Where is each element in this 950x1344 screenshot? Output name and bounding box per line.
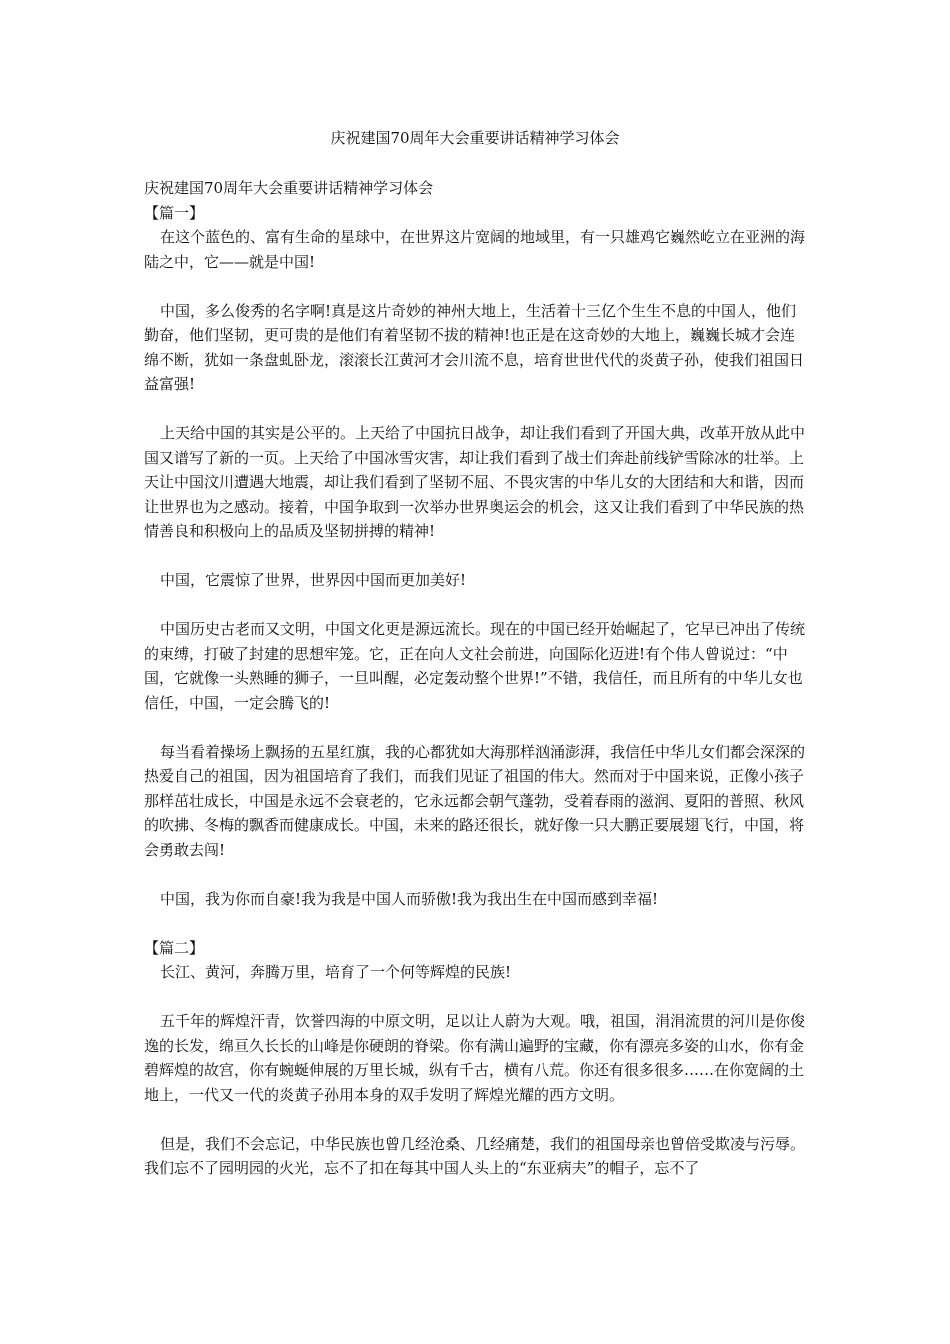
- section-heading: 【篇二】: [144, 938, 205, 957]
- paragraph: 中国，多么俊秀的名字啊!真是这片奇妙的神州大地上，生活着十三亿个生生不息的中国人，他们勤奋，他们坚韧，更可贵的是他们有着坚韧不拔的精神!也正是在这奇妙的大地上，巍巍长城才会连绵不断，犹如一条盘虬卧龙，滚滚长江黄河才会川流不息，培育世世代代的炎黄子孙，使我们祖国日益富强!: [144, 301, 805, 393]
- paragraph: 上天给中国的其实是公平的。上天给了中国抗日战争，却让我们看到了开国大典，改革开放从此中国又谱写了新的一页。上天给了中国冰雪灾害，却让我们看到了战士们奔赴前线铲雪除冰的壮举。上天让中国汶川遭遇大地震，却让我们看到了坚韧不屈、不畏灾害的中华儿女的大团结和大和谐，因而让世界也为之感动。接着，中国争取到一次举办世界奥运会的机会，这又让我们看到了中华民族的热情善良和积极向上的品质及坚韧拼搏的精神!: [144, 424, 806, 540]
- paragraph: 五千年的辉煌汗青，饮誉四海的中原文明，足以让人蔚为大观。哦，祖国，涓涓流贯的河川是你俊逸的长发，绵亘久长长的山峰是你硬朗的脊梁。你有满山遍野的宝藏，你有漂亮多姿的山水，你有金碧辉煌的故宫，你有蜿蜒伸展的万里长城，纵有千古，横有八荒。你还有很多很多……在你宽阔的土地上，一代又一代的炎黄子孙用本身的双手发明了辉煌光耀的西方文明。: [144, 1012, 806, 1104]
- paragraph: 中国，我为你而自豪!我为我是中国人而骄傲!我为我出生在中国而感到幸福!: [160, 889, 659, 908]
- document-title: 庆祝建国70周年大会重要讲话精神学习体会: [330, 129, 620, 147]
- paragraph: 中国历史古老而又文明，中国文化更是源远流长。现在的中国已经开始崛起了，它早已冲出了传统的束缚，打破了封建的思想牢笼。它，正在向人文社会前进，向国际化迈进!有个伟人曾说过：“中国，它就像一头熟睡的狮子，一旦叫醒，必定轰动整个世界!”不错，我信任，而且所有的中华儿女也信任，中国，一定会腾飞的!: [144, 620, 806, 712]
- paragraph: 长江、黄河，奔腾万里，培育了一个何等辉煌的民族!: [160, 963, 512, 981]
- document-subtitle: 庆祝建国70周年大会重要讲话精神学习体会: [144, 179, 434, 197]
- paragraph: 在这个蓝色的、富有生命的星球中，在世界这片宽阔的地域里，有一只雄鸡它巍然屹立在亚洲的海陆之中，它——就是中国!: [144, 228, 806, 271]
- document-body: [144, 176, 808, 1181]
- paragraph: 中国，它震惊了世界，世界因中国而更加美好!: [160, 571, 467, 589]
- paragraph: 每当看着操场上飘扬的五星红旗，我的心都犹如大海那样汹涌澎湃，我信任中华儿女们都会深深的热爱自己的祖国，因为祖国培育了我们，而我们见证了祖国的伟大。然而对于中国来说，正像小孩子那样茁壮成长，中国是永远不会衰老的，它永远都会朝气蓬勃，受着春雨的滋润、夏阳的普照、秋风的吹拂、冬梅的飘香而健康成长。中国，未来的路还很长，就好像一只大鹏正要展翅飞行，中国，将会勇敢去闯!: [144, 742, 806, 859]
- section-heading: 【篇一】: [144, 203, 205, 222]
- paragraph: 但是，我们不会忘记，中华民族也曾几经沧桑、几经痛楚，我们的祖国母亲也曾倍受欺凌与污辱。我们忘不了园明园的火光，忘不了扣在每其中国人头上的“东亚病夫”的帽子，忘不了: [144, 1134, 806, 1177]
